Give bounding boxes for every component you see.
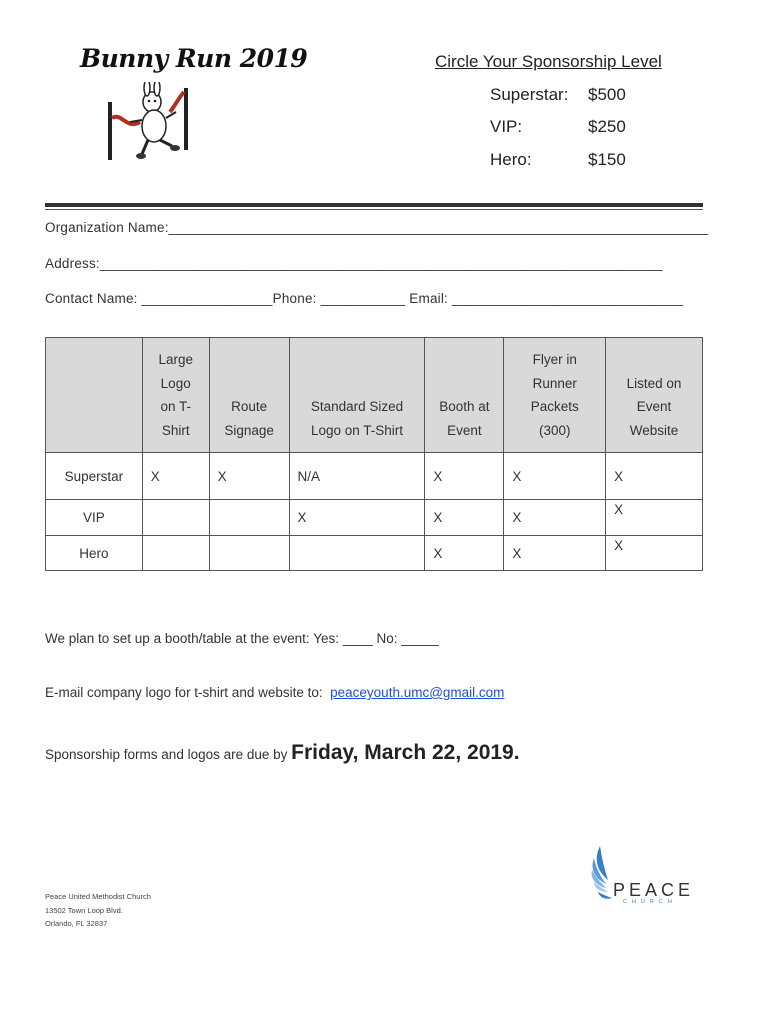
level-name-hero: Hero: (490, 150, 532, 169)
table-cell: X (606, 536, 703, 571)
row-label-hero: Hero (46, 536, 143, 571)
table-row-superstar (46, 453, 703, 500)
peace-logo-text: PEACE (613, 880, 695, 900)
table-cell (209, 536, 289, 571)
address-field[interactable]: Address:_________________________________________________________________________ (45, 256, 663, 271)
table-cell: X (425, 536, 504, 571)
header-flyer (504, 338, 606, 453)
header-booth (425, 338, 504, 453)
due-date-line (45, 741, 520, 765)
table-cell: X (425, 453, 504, 500)
table-cell: X (504, 500, 606, 536)
table-cell (289, 536, 425, 571)
due-date-prefix: Sponsorship forms and logos are due by (45, 747, 288, 762)
table-row-hero (46, 536, 703, 571)
header-divider-thin (45, 209, 703, 210)
organization-name-field[interactable]: Organization Name:______________________________________________________________________ (45, 220, 709, 235)
level-price-hero: $150 (588, 150, 626, 169)
footer-city: Orlando, FL 32837 (45, 919, 108, 928)
header-cell-empty (46, 338, 143, 453)
header-large-logo-label: Large Logo on T-Shirt (158, 352, 193, 438)
header-route-signage (209, 338, 289, 453)
table-cell: X (289, 500, 425, 536)
bunny-runner-icon (100, 82, 200, 164)
table-cell: X (504, 453, 606, 500)
header-standard-logo (289, 338, 425, 453)
header-listed-website (606, 338, 703, 453)
table-cell: X (209, 453, 289, 500)
header-standard-logo-label: Standard Sized Logo on T-Shirt (310, 399, 404, 438)
booth-question[interactable]: We plan to set up a booth/table at the event: Yes: ____ No: _____ (45, 631, 439, 646)
table-cell: X (142, 453, 209, 500)
level-name-superstar: Superstar: (490, 85, 569, 104)
level-price-superstar: $500 (588, 85, 626, 104)
table-header-row (46, 338, 703, 453)
header-route-signage-label: Route Signage (224, 399, 274, 438)
table-row-vip (46, 500, 703, 536)
level-name-vip: VIP: (490, 117, 523, 136)
email-link[interactable]: peaceyouth.umc@gmail.com (330, 685, 505, 700)
contact-phone-email-field[interactable]: Contact Name: _________________Phone: ___________ Email: ______________________________ (45, 291, 684, 306)
header-divider (45, 203, 703, 207)
header-large-logo (142, 338, 209, 453)
event-title: Bunny Run 2019 (80, 44, 308, 73)
footer-street: 13502 Town Loop Blvd. (45, 906, 123, 915)
row-label-vip: VIP (46, 500, 143, 536)
level-price-vip: $250 (588, 117, 626, 136)
table-cell: N/A (289, 453, 425, 500)
table-cell: X (504, 536, 606, 571)
table-cell: X (606, 500, 703, 536)
table-cell (142, 536, 209, 571)
row-label-superstar: Superstar (46, 453, 143, 500)
email-instruction-text: E-mail company logo for t-shirt and website to: (45, 685, 323, 700)
header-booth-label: Booth at Event (439, 399, 490, 438)
header-flyer-label: Flyer in Runner Packets (300) (530, 352, 579, 438)
table-cell (142, 500, 209, 536)
sponsorship-levels-heading: Circle Your Sponsorship Level (435, 52, 662, 71)
table-cell: X (606, 453, 703, 500)
table-cell: X (425, 500, 504, 536)
footer-church-name: Peace United Methodist Church (45, 892, 151, 901)
email-instruction (45, 685, 504, 700)
peace-logo-subtext: CHURCH (623, 899, 677, 905)
table-cell (209, 500, 289, 536)
sponsorship-benefits-table (45, 337, 703, 571)
header-listed-website-label: Listed on Event Website (626, 375, 682, 438)
due-date: Friday, March 22, 2019. (291, 741, 520, 764)
